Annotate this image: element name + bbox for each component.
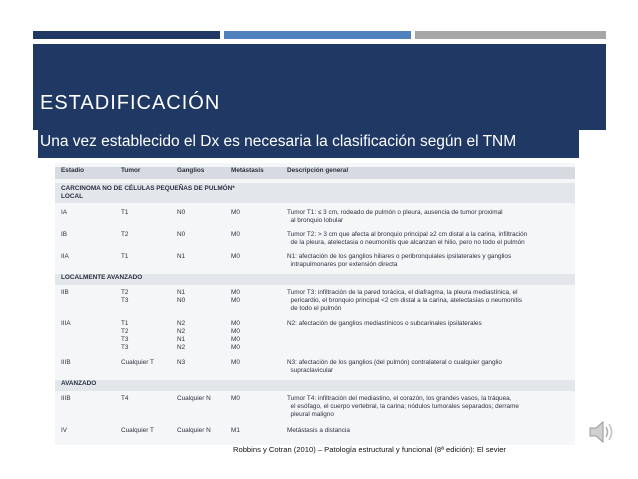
cell-ganglios: Cualquier N xyxy=(177,427,211,434)
slide-subtitle: Una vez establecido el Dx es necesaria la clasificación según el TNM xyxy=(40,133,517,150)
cell-descripcion: Tumor T4: infiltración del mediastino, el corazón, los grandes vasos, la tráquea, el esófago, el cuerpo vertebral, la carina; nódulos tumorales separados; derrame pleural maligno xyxy=(287,395,519,418)
section-title-local: LOCAL xyxy=(61,193,84,200)
cell-ganglios: N2 N2 N1 N2 xyxy=(177,320,186,351)
cell-metastasis: M0 xyxy=(231,359,240,366)
cell-tumor: T2 xyxy=(121,231,129,238)
cell-descripcion: N2: afectación de ganglios mediastínicos o subcarinales ipsilaterales xyxy=(287,320,482,327)
cell-estadio: IV xyxy=(61,427,68,434)
top-decor-bars xyxy=(33,31,606,39)
section-title-avanzado: AVANZADO xyxy=(61,380,97,387)
cell-descripcion: N3: afectación de los ganglios (del pulmón) contralateral o cualquier ganglio supraclavicular xyxy=(287,359,502,374)
citation-text: Robbins y Cotran (2010) – Patología estructural y funcional (8ª edición): El sevier xyxy=(233,445,506,454)
table-row xyxy=(55,427,575,439)
cell-metastasis: M0 M0 xyxy=(231,289,240,304)
table-header-row xyxy=(55,167,575,179)
cell-ganglios: Cualquier N xyxy=(177,395,211,402)
cell-tumor: Cualquier T xyxy=(121,427,154,434)
cell-ganglios: N0 xyxy=(177,231,186,238)
section-header-localmente-avanzado xyxy=(55,274,575,285)
cell-estadio: IIA xyxy=(61,253,69,260)
header-band xyxy=(33,44,606,130)
header-descripcion: Descripción general xyxy=(287,167,349,174)
header-metastasis: Metástasis xyxy=(231,167,264,174)
table-row xyxy=(55,231,575,249)
table-row xyxy=(55,289,575,315)
cell-tumor: T1 xyxy=(121,253,129,260)
cell-metastasis: M0 xyxy=(231,209,240,216)
cell-estadio: IIB xyxy=(61,289,69,296)
cell-descripcion: Metástasis a distancia xyxy=(287,427,350,434)
table-row xyxy=(55,359,575,377)
header-tumor: Tumor xyxy=(121,167,141,174)
cell-ganglios: N0 xyxy=(177,209,186,216)
speaker-icon[interactable] xyxy=(588,417,616,447)
section-title-localmente-avanzado: LOCALMENTE AVANZADO xyxy=(61,274,143,281)
cell-estadio: IIIB xyxy=(61,359,71,366)
cell-ganglios: N1 N0 xyxy=(177,289,186,304)
section-title-carcinoma: CARCINOMA NO DE CÉLULAS PEQUEÑAS DE PULMÓN* xyxy=(61,185,235,192)
cell-metastasis: M1 xyxy=(231,427,240,434)
slide-title: ESTADIFICACIÓN xyxy=(40,92,221,114)
header-ganglios: Ganglios xyxy=(177,167,205,174)
cell-descripcion: Tumor T1: ≤ 3 cm, rodeado de pulmón o pleura, ausencia de tumor proximal al bronquio lobular xyxy=(287,209,503,224)
cell-tumor: T1 T2 T3 T3 xyxy=(121,320,129,351)
cell-ganglios: N3 xyxy=(177,359,186,366)
header-estadio: Estadio xyxy=(61,167,85,174)
cell-metastasis: M0 xyxy=(231,395,240,402)
table-row xyxy=(55,320,575,354)
cell-metastasis: M0 M0 M0 M0 xyxy=(231,320,240,351)
cell-estadio: IA xyxy=(61,209,68,216)
cell-descripcion: N1: afectación de los ganglios hiliares o peribronquiales ipsilaterales y ganglios intrapulmonares por extensión directa xyxy=(287,253,512,268)
section-header-avanzado xyxy=(55,380,575,391)
cell-descripcion: Tumor T2: > 3 cm que afecta al bronquio principal ≥2 cm distal a la carina, infiltración de la pleura, atelectasia o neumonitis que alcanzan el hilio, pero no todo el pulmón xyxy=(287,231,528,246)
table-row xyxy=(55,395,575,421)
cell-descripcion: Tumor T3: infiltración de la pared torácica, el diafragma, la pleura mediastínica, el pericardio, el bronquio principal <2 cm distal a la carina, atelectasias o neumonitis de todo el pulmón xyxy=(287,289,522,312)
cell-tumor: T1 xyxy=(121,209,129,216)
decor-bar-gray xyxy=(415,31,606,39)
cell-estadio: IIIA xyxy=(61,320,71,327)
tnm-table xyxy=(55,163,575,445)
decor-bar-blue xyxy=(224,31,411,39)
cell-tumor: T4 xyxy=(121,395,129,402)
cell-tumor: Cualquier T xyxy=(121,359,154,366)
cell-metastasis: M0 xyxy=(231,231,240,238)
cell-estadio: IB xyxy=(61,231,68,238)
cell-tumor: T2 T3 xyxy=(121,289,129,304)
section-header-local xyxy=(55,183,575,203)
cell-estadio: IIIB xyxy=(61,395,71,402)
cell-metastasis: M0 xyxy=(231,253,240,260)
table-row xyxy=(55,253,575,271)
table-row xyxy=(55,209,575,227)
cell-ganglios: N1 xyxy=(177,253,186,260)
decor-bar-navy xyxy=(33,31,220,39)
